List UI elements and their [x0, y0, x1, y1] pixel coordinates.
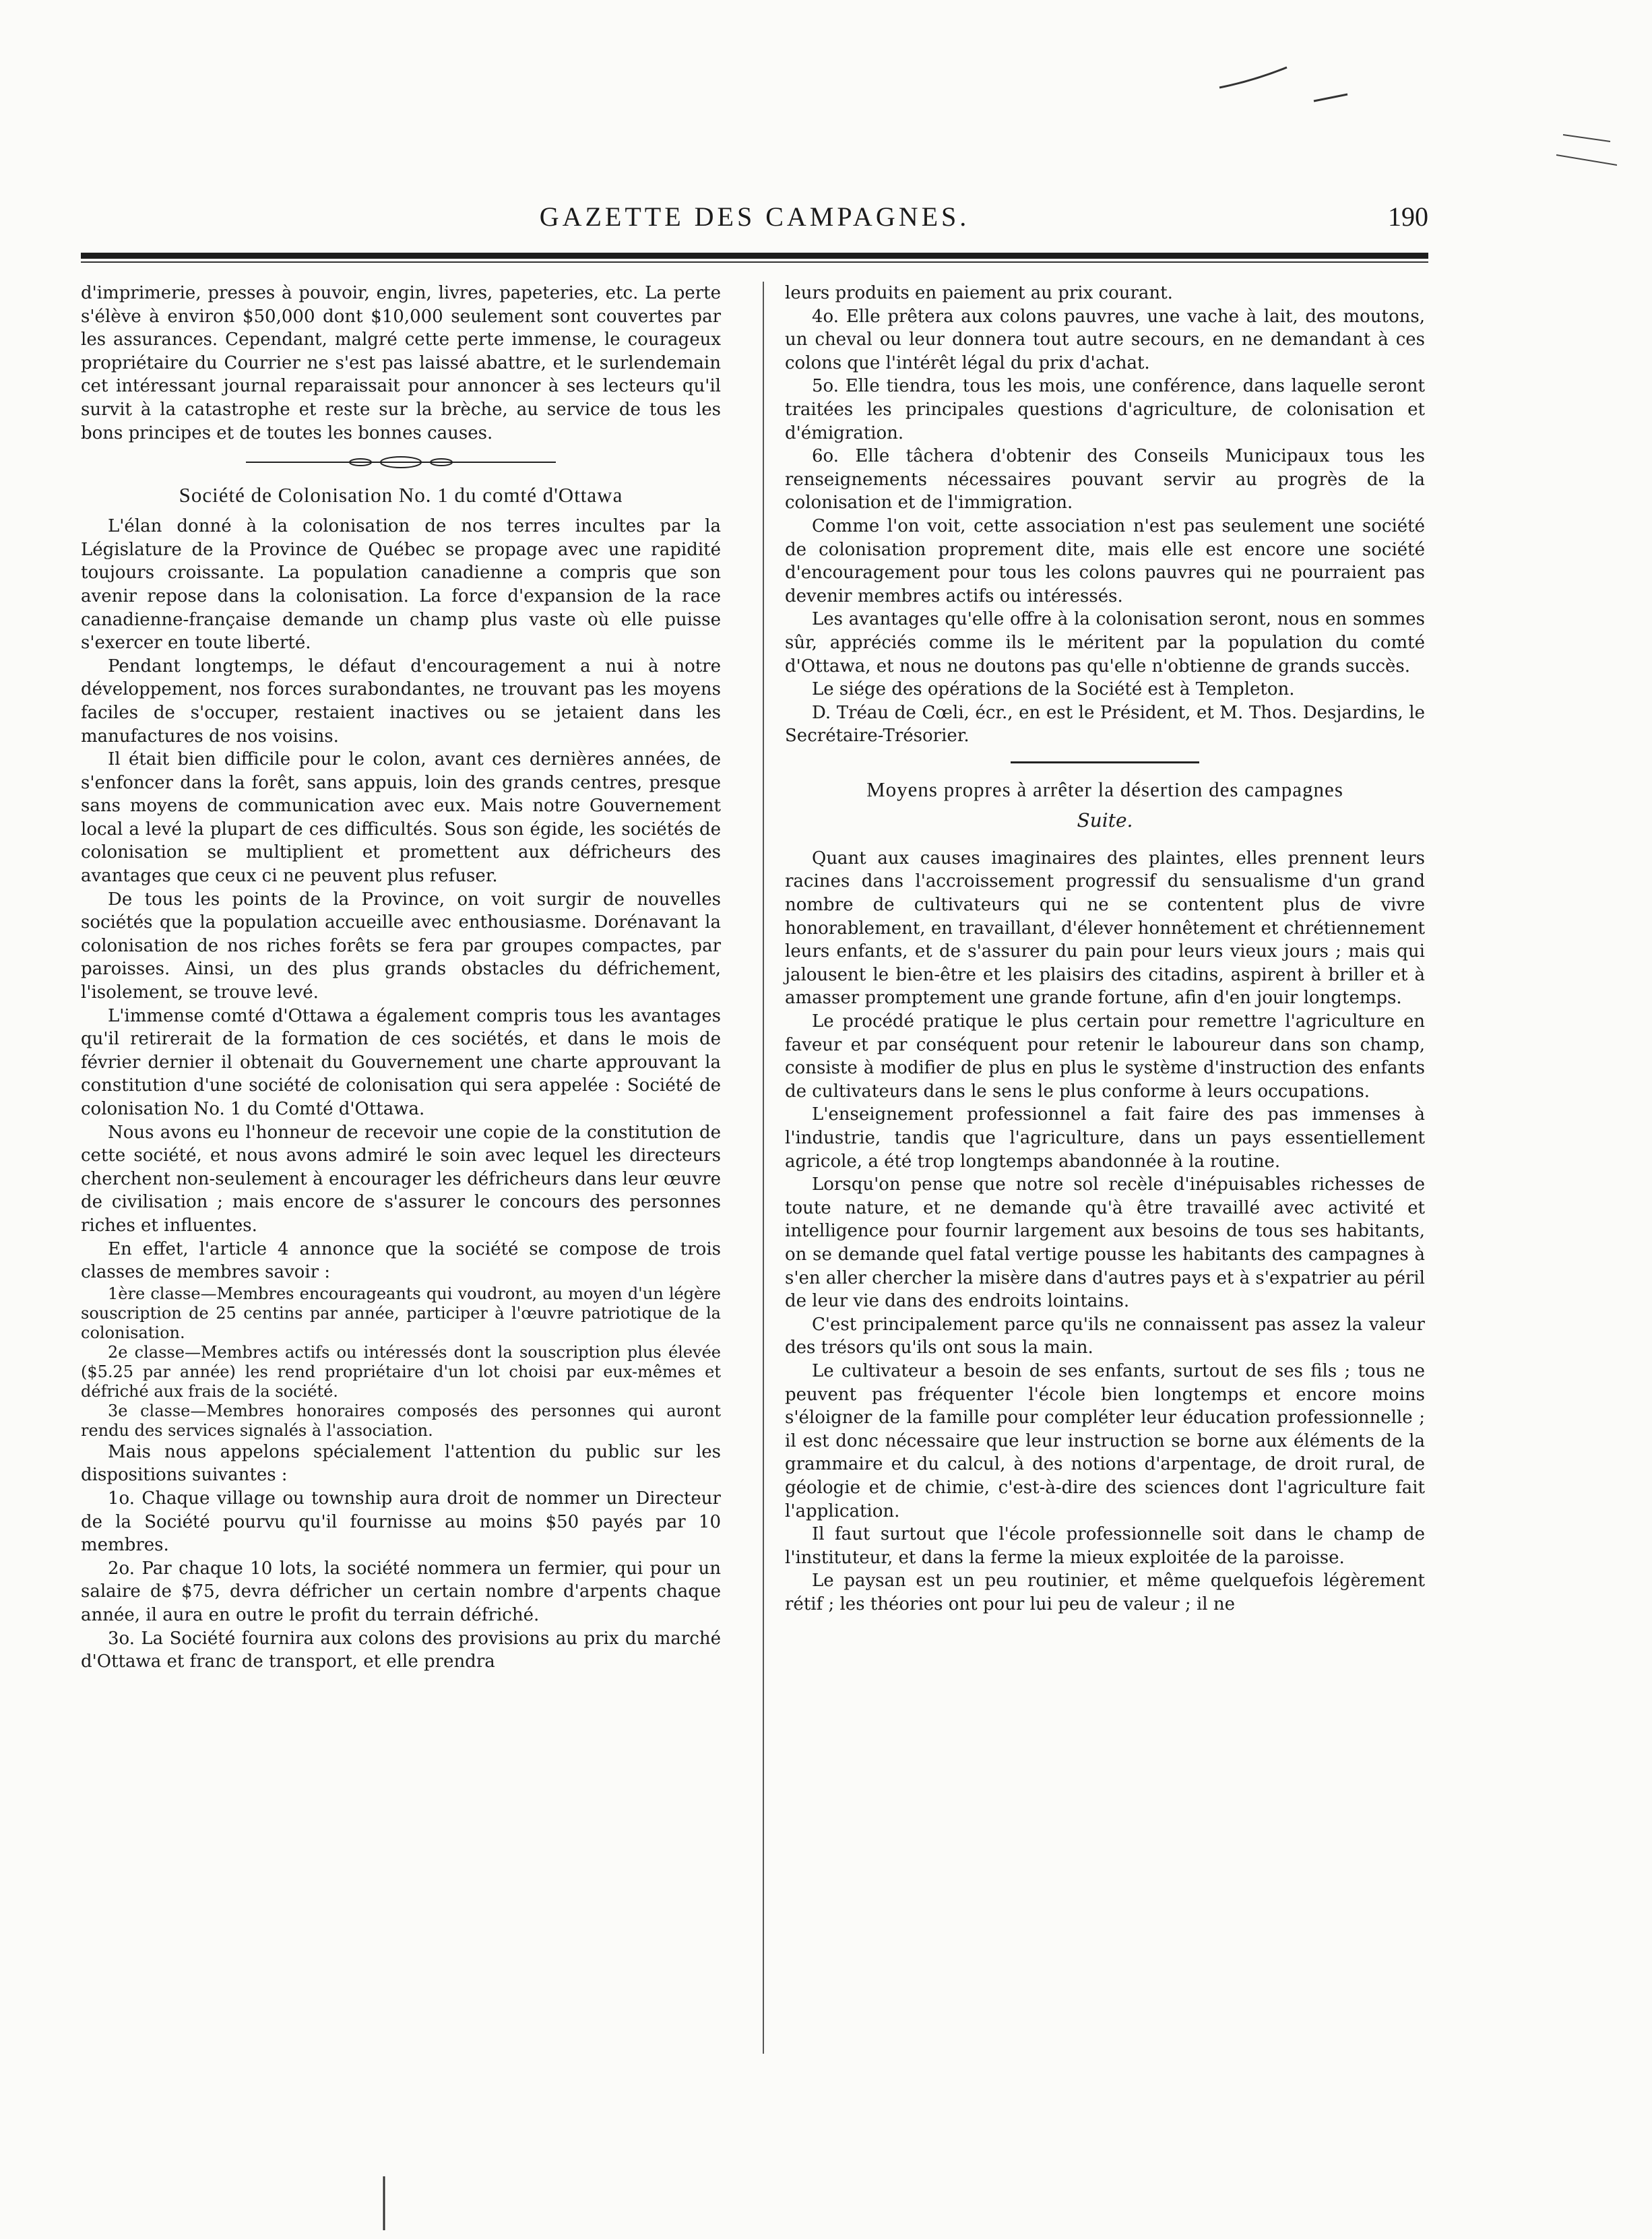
paragraph: Quant aux causes imaginaires des plaintes, elles prennent leurs racines dans l'accroissement progressif du sensualisme d'un grand nombre de cultivateurs qui ne se contentent plus de vivre honorablement, en travaillant, d'élever honnêtement et chrétiennement leurs enfants, et de s'assurer du pain pour leurs vieux jours ; mais qui jalousent le bien-être et les plaisirs des citadins, aspirent à briller et à amasser promptement une grande fortune, afin d'en jouir longtemps.: [785, 848, 1425, 1009]
masthead-title: GAZETTE DES CAMPAGNES.: [539, 201, 970, 232]
paragraph: En effet, l'article 4 annonce que la société se compose de trois classes de membres savoir :: [81, 1238, 721, 1283]
paragraph: D. Tréau de Cœli, écr., en est le Président, et M. Thos. Desjardins, le Secrétaire-Trésorier.: [785, 702, 1425, 747]
page-number: 190: [1388, 201, 1428, 232]
paragraph: Mais nous appelons spécialement l'attention du public sur les dispositions suivantes :: [81, 1441, 721, 1486]
pen-scribble-top: [1213, 40, 1617, 175]
paragraph: L'enseignement professionnel a fait faire des pas immenses à l'industrie, tandis que l'agriculture, dans un pays essentiellement agricole, a été trop longtemps abandonnée à la routine.: [785, 1104, 1425, 1172]
paragraph: Le paysan est un peu routinier, et même quelquefois légèrement rétif ; les théories ont pour lui peu de valeur ; il ne: [785, 1571, 1425, 1614]
paragraph: De tous les points de la Province, on voit surgir de nouvelles sociétés que la population accueille avec enthousiasme. Dorénavant la colonisation de nos riches forêts se fera par groupes compactes, par paroisses. Ainsi, un des plus grands obstacles du défrichement, l'isolement, se trouve levé.: [81, 889, 721, 1003]
paragraph: Comme l'on voit, cette association n'est pas seulement une société de colonisation proprement dite, mais elle est encore une société d'encouragement pour tous les colons pauvres qui ne pourraient pas devenir membres actifs ou intéressés.: [785, 515, 1425, 606]
paragraph: L'élan donné à la colonisation de nos terres incultes par la Législature de la Province de Québec se propage avec une rapidité toujours croissante. La population canadienne a compris que son avenir repose dans la colonisation. La force d'expansion de la race canadienne-française demande un champ plus vaste où elle puisse s'exercer en toute liberté.: [81, 516, 721, 654]
paragraph: Le cultivateur a besoin de ses enfants, surtout de ses fils ; tous ne peuvent pas fréquenter l'école bien longtemps et encore moins s'éloigner de la famille pour compléter leur éducation professionnelle ; il est donc nécessaire que leur instruction se borne aux éléments de la grammaire et du calcul, à des notions d'arpentage, de droit rural, de géologie et de chimie, c'est-à-dire des sciences dont l'agriculture fait l'application.: [785, 1360, 1425, 1521]
pen-mark-bottom: [364, 2173, 404, 2234]
paragraph: Le procédé pratique le plus certain pour remettre l'agriculture en faveur et par conséquent pour retenir le laboureur dans son champ, consiste à modifier de plus en plus le système d'instruction des enfants de cultivateurs dans le sens le plus conforme à leurs occupations.: [785, 1011, 1425, 1102]
paragraph: Pendant longtemps, le défaut d'encouragement a nui à notre développement, nos forces surabondantes, ne trouvant pas les moyens faciles de s'occuper, restaient inactives ou se jetaient dans les manufactures de nos voisins.: [81, 656, 721, 747]
paragraph: 6o. Elle tâchera d'obtenir des Conseils Municipaux tous les renseignements nécessaires pouvant servir au progrès de la colonisation et de l'immigration.: [785, 446, 1425, 513]
left-column: [81, 282, 721, 1674]
paragraph: C'est principalement parce qu'ils ne connaissent pas assez la valeur des trésors qu'ils ont sous la main.: [785, 1314, 1425, 1358]
article2-title: Moyens propres à arrêter la désertion des campagnes: [866, 777, 1343, 801]
paragraph: Il faut surtout que l'école professionnelle soit dans le champ de l'instituteur, et dans la ferme la mieux exploitée de la paroisse.: [785, 1524, 1425, 1568]
paragraph: L'immense comté d'Ottawa a également compris tous les avantages qu'il retirerait de la formation de ces sociétés, et dans le mois de février dernier il obtenait du Gouvernement une charte approuvant la constitution d'une société de colonisation qui sera appelée : Société de colonisation No. 1 du Comté d'Ottawa.: [81, 1005, 721, 1119]
paragraph: Nous avons eu l'honneur de recevoir une copie de la constitution de cette société, et nous avons admiré le soin avec lequel les directeurs cherchent non-seulement à encourager les défricheurs dans leur œuvre de civilisation ; mais encore de s'assurer le concours des personnes riches et influentes.: [81, 1122, 721, 1236]
paragraph: 4o. Elle prêtera aux colons pauvres, une vache à lait, des moutons, un cheval ou leur donnera tout autre secours, en ne demandant à ces colons que l'intérêt légal du prix d'achat.: [785, 306, 1425, 373]
paragraph: 5o. Elle tiendra, tous les mois, une conférence, dans laquelle seront traitées les principales questions d'agriculture, de colonisation et d'émigration.: [785, 376, 1425, 443]
ornament-divider: [226, 454, 576, 470]
paragraph: 1o. Chaque village ou township aura droit de nommer un Directeur de la Société pourvu qu'il fournisse au moins $50 payés par 10 membres.: [81, 1488, 721, 1556]
article2-subtitle: Suite.: [1077, 809, 1133, 831]
paragraph: Les avantages qu'elle offre à la colonisation seront, nous en sommes sûr, appréciés comme ils le méritent par la population du comté d'Ottawa, et nous ne doutons pas qu'elle n'obtienne de grands succès.: [785, 609, 1425, 676]
paragraph: 2o. Par chaque 10 lots, la société nommera un fermier, qui pour un salaire de $75, devra défricher un certain nombre d'arpents chaque année, il aura en outre le profit du terrain défriché.: [81, 1558, 721, 1625]
paragraph: 3o. La Société fournira aux colons des provisions au prix du marché d'Ottawa et franc de transport, et elle prendra: [81, 1628, 721, 1672]
page-header: [81, 182, 1428, 236]
column-divider: [763, 282, 764, 2054]
paragraph: leurs produits en paiement au prix courant.: [785, 283, 1173, 303]
header-rule-thick: [81, 253, 1428, 259]
right-column: [785, 282, 1425, 1616]
paragraph: Le siége des opérations de la Société est à Templeton.: [812, 679, 1295, 700]
member-class-2: 2e classe—Membres actifs ou intéressés dont la souscription plus élevée ($5.25 par année) les rend propriétaire d'un lot choisi par eux-mêmes et défriché aux frais de la société.: [81, 1342, 721, 1401]
header-rule-thin: [81, 261, 1428, 263]
member-class-1: 1ère classe—Membres encourageants qui voudront, au moyen d'un légère souscription de 25 centins par année, participer à l'œuvre patriotique de la colonisation.: [81, 1284, 721, 1342]
paragraph: Il était bien difficile pour le colon, avant ces dernières années, de s'enfoncer dans la forêt, sans appuis, loin des grands centres, presque sans moyens de communication avec eux. Mais notre Gouvernement local a levé la plupart de ces difficultés. Sous son égide, les sociétés de colonisation se multiplient et promettent aux défricheurs des avantages que ceux ci ne peuvent plus refuser.: [81, 749, 721, 887]
intro-paragraph: d'imprimerie, presses à pouvoir, engin, livres, papeteries, etc. La perte s'élève à environ $50,000 dont $10,000 seulement sont couvertes par les assurances. Cependant, malgré cette perte immense, le courageux propriétaire du Courrier ne s'est pas laissé abattre, et le surlendemain cet intéressant journal reparaissait pour annoncer à ses lecteurs qu'il survit à la catastrophe et reste sur la brèche, au service de tous les bons principes et de toutes les bonnes causes.: [81, 283, 721, 443]
article-title: Société de Colonisation No. 1 du comté d'Ottawa: [179, 483, 623, 507]
paragraph: Lorsqu'on pense que notre sol recèle d'inépuisables richesses de toute nature, et ne demande qu'à être travaillé avec activité et intelligence pour fournir largement aux besoins de tous ses habitants, on se demande quel fatal vertige pousse les habitants des campagnes à s'en aller chercher la misère dans d'autres pays et à s'expatrier au péril de leur vie dans des endroits lointains.: [785, 1174, 1425, 1312]
section-rule: [1011, 761, 1199, 763]
member-class-3: 3e classe—Membres honoraires composés des personnes qui auront rendu des services signalés à l'association.: [81, 1401, 721, 1440]
